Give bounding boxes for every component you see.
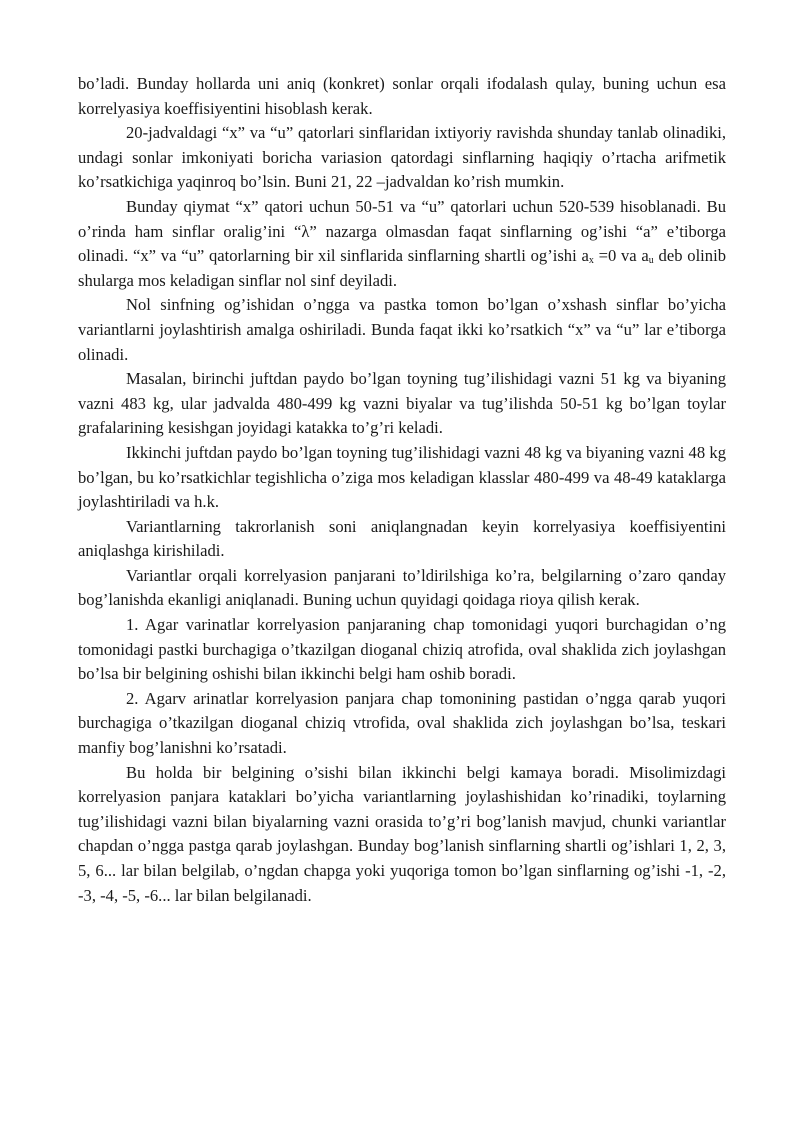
- paragraph-frequency: Variantlarning takrorlanish soni aniqlangnadan keyin korrelyasiya koeffisiyentini aniqlashga kirishiladi.: [78, 516, 726, 561]
- document-page: [78, 72, 726, 908]
- paragraph-conclusion: Bu holda bir belgining o’sishi bilan ikkinchi belgi kamaya boradi. Misolimizdagi korrelyasion panjara kataklari bo’yicha variantlarning joylashishidan ko’rinadiki, toylarning tug’ilishidagi vazni bilan biyalarning vazni orasida to’g’ri bog’lanish mavjud, chunki variantlar chapdan o’ngga pastga qarab joylashgan. Bunday bog’lanish sinflarning shartli og’ishlari 1, 2, 3, 5, 6... lar bilan belgilab, o’ngdan chapga yoki yuqoriga tomon bo’lgan sinflarning og’ishi -1, -2, -3, -4, -5, -6... lar bilan belgilanadi.: [78, 762, 726, 905]
- paragraph-sample-selection: 20-jadvaldagi “x” va “u” qatorlari sinflaridan ixtiyoriy ravishda shunday tanlab olinadiki, undagi sonlar imkoniyati boricha variasion qatordagi sinflarning haqiqiy o’rtacha arifmetik ko’rsatkichiga yaqinroq bo’lsin. Buni 21, 22 –jadvaldan ko’rish mumkin.: [78, 123, 726, 192]
- paragraph-zero-class: [78, 195, 726, 293]
- paragraph-correlation-grid: Variantlar orqali korrelyasion panjarani to’ldirilshiga ko’ra, belgilarning o’zaro qanday bog’lanishda ekanligi aniqlanadi. Buning uchun quyidagi qoidaga rioya qilish kerak.: [78, 565, 726, 610]
- paragraph-zero-class-text-2: =0 va a: [593, 246, 649, 266]
- paragraph-zero-class-text-1: Bunday qiymat “x” qatori uchun 50-51 va “u” qatorlari uchun 520-539 hisoblanadi. Bu o’rinda ham sinflar oralig’ini “λ” nazarga olmasdan faqat sinflarning og’ishi “a” e’tiborga olinadi. “x” va “u” qatorlarning bir xil sinflarida sinflarning shartli og’ishi a: [78, 196, 726, 266]
- paragraph-rule-2: 2. Agarv arinatlar korrelyasion panjara chap tomonining pastidan o’ngga qarab yuqori burchagiga o’tkazilgan dioganal chiziq vtrofida, oval shaklida zich joylashgan bo’lsa, teskari manfiy bog’lanishni ko’rsatadi.: [78, 688, 726, 758]
- paragraph-placement: Nol sinfning og’ishidan o’ngga va pastka tomon bo’lgan o’xshash sinflar bo’yicha variantlarni joylashtirish amalga oshiriladi. Bunda faqat ikki ko’rsatkich “x” va “u” lar e’tiborga olinadi.: [78, 295, 726, 364]
- paragraph-rule-1: 1. Agar varinatlar korrelyasion panjaraning chap tomonidagi yuqori burchagidan o’ng tomonidagi pastki burchagiga o’tkazilgan dioganal chiziq atrofida, oval shaklida zich joylashgan bo’lsa bir belgining oshishi bilan ikkinchi belgi ham oshib boradi.: [78, 615, 726, 684]
- paragraph-continuation: bo’ladi. Bunday hollarda uni aniq (konkret) sonlar orqali ifodalash qulay, buning uchun esa korrelyasiya koeffisiyentini hisoblash kerak.: [78, 74, 726, 118]
- paragraph-example-second-pair: Ikkinchi juftdan paydo bo’lgan toyning tug’ilishidagi vazni 48 kg va biyaning vazni 48 kg bo’lgan, bu ko’rsatkichlar tegishlicha o’ziga mos keladigan klasslar 480-499 va 48-49 kataklarga joylashtiriladi va h.k.: [78, 442, 726, 512]
- paragraph-example-first-pair: Masalan, birinchi juftdan paydo bo’lgan toyning tug’ilishidagi vazni 51 kg va biyaning vazni 483 kg, ular jadvalda 480-499 kg vazni biyalar va tug’ilishda 50-51 kg bo’lgan toylar grafalarining kesishgan joyidagi katakka to’g’ri keladi.: [78, 369, 726, 438]
- subscript-x: x: [588, 255, 594, 267]
- subscript-u: u: [648, 255, 654, 267]
- paragraph-zero-class-text-3: deb olinib shularga mos keladigan sinflar nol sinf deyiladi.: [78, 246, 726, 290]
